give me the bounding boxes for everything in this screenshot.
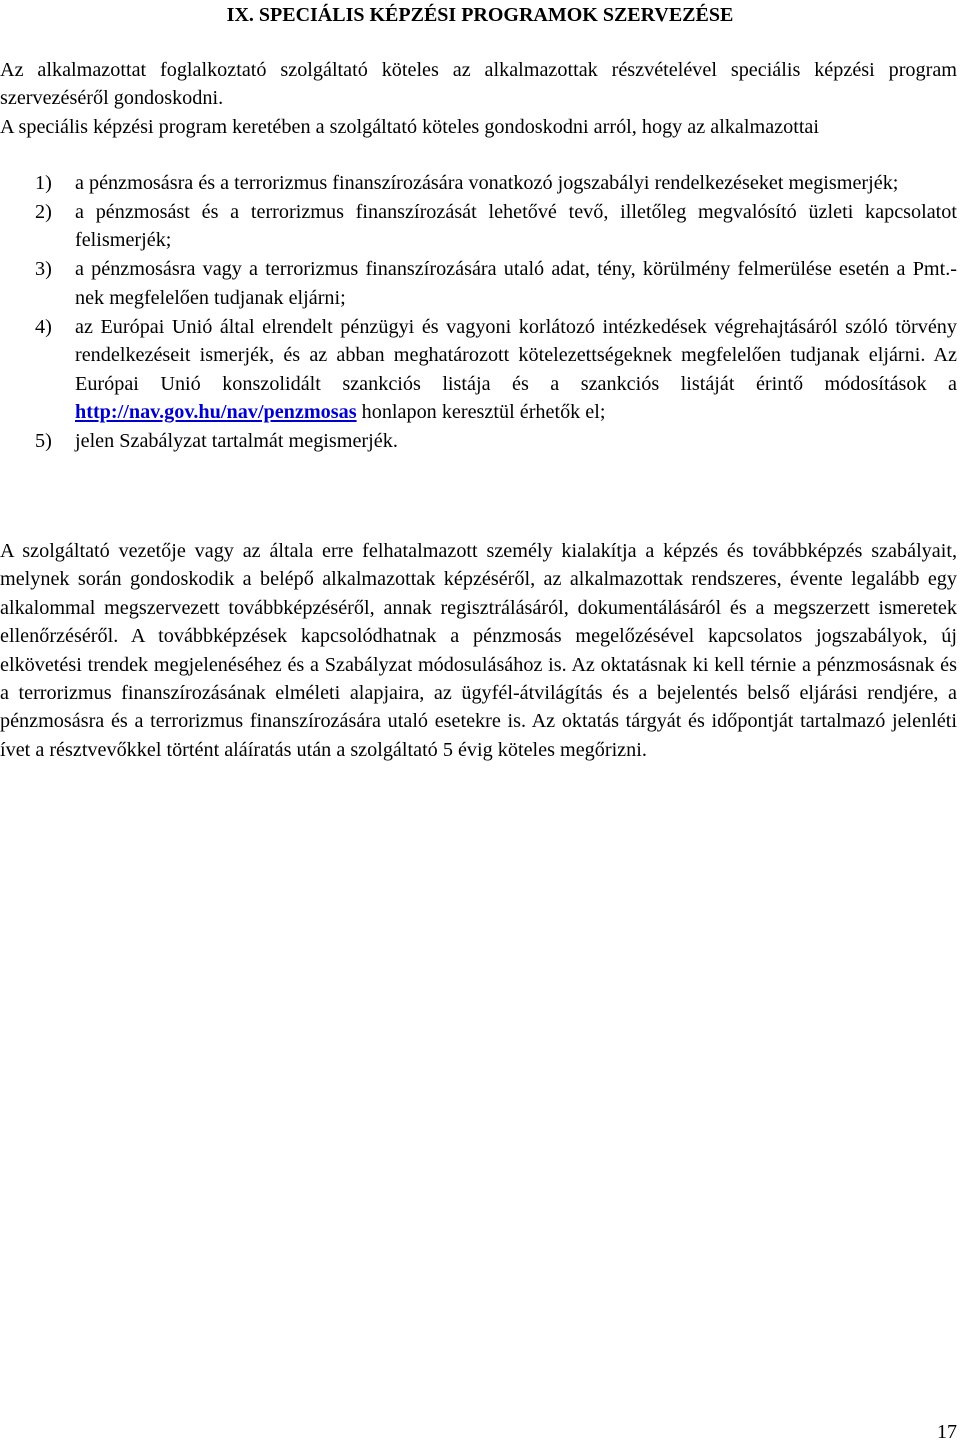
list-item xyxy=(0,169,957,197)
list-item-number: 4) xyxy=(35,315,52,338)
list-item-number: 1) xyxy=(35,172,52,194)
list-item xyxy=(0,198,957,255)
scope-paragraph: A speciális képzési program keretében a szolgáltató köteles gondoskodni arról, hogy az alkalmazottai xyxy=(0,116,820,138)
intro-paragraph: Az alkalmazottat foglalkoztató szolgáltató köteles az alkalmazottak részvételével speciális képzési program szervezéséről gondoskodni. xyxy=(0,59,957,110)
obligations-list xyxy=(0,169,957,456)
list-item xyxy=(0,255,957,312)
list-item xyxy=(0,313,957,427)
list-item-text: a pénzmosásra vagy a terrorizmus finanszírozására utaló adat, tény, körülmény felmerülése esetén a Pmt.-nek megfelelően tudjanak eljárni; xyxy=(75,258,957,309)
page-number: 17 xyxy=(937,1421,957,1443)
training-paragraph: A szolgáltató vezetője vagy az általa erre felhatalmazott személy kialakítja a képzés és továbbképzés szabályait, melynek során gondoskodik a belépő alkalmazottak képzéséről, az alkalmazottak rendszeres, évente legalább egy alkalommal megszervezett továbbképzéséről, annak regisztrálásáról, dokumentálásáról és a megszerzett ismeretek ellenőrzéséről. A továbbképzések kapcsolódhatnak a pénzmosás megelőzésével kapcsolatos jogszabályok, új elkövetési trendek megjelenéséhez és a Szabályzat módosulásához is. Az oktatásnak ki kell térnie a pénzmosásnak és a terrorizmus finanszírozásának elméleti alapjaira, az ügyfél-átvilágítás és a bejelentés belső eljárási rendjére, a pénzmosásra és a terrorizmus finanszírozására utaló esetekre is. Az oktatás tárgyát és időpontját tartalmazó jelenléti ívet a résztvevőkkel történt aláíratás után a szolgáltató 5 évig köteles megőrizni. xyxy=(0,540,957,761)
list-item-text-before-link: az Európai Unió által elrendelt pénzügyi és vagyoni korlátozó intézkedések végrehajtásáról szóló törvény rendelkezéseit ismerjék, és az abban meghatározott kötelezettségeknek megfelelően tudjanak eljárni. Az Európai Unió konszolidált szankciós listája és a szankciós listáját érintő módosítások a xyxy=(75,315,957,395)
list-item-text-after-link: honlapon keresztül érhetők el; xyxy=(356,401,606,424)
list-item-number: 3) xyxy=(35,258,52,281)
section-heading: IX. SPECIÁLIS KÉPZÉSI PROGRAMOK SZERVEZÉSE xyxy=(226,4,734,26)
list-item-text: jelen Szabályzat tartalmát megismerjék. xyxy=(75,430,398,453)
list-item-text: a pénzmosásra és a terrorizmus finanszírozására vonatkozó jogszabályi rendelkezéseket megismerjék; xyxy=(75,172,899,194)
list-item xyxy=(0,427,957,455)
list-item-number: 5) xyxy=(35,430,52,453)
list-item-text: a pénzmosást és a terrorizmus finanszírozását lehetővé tevő, illetőleg megvalósító üzleti kapcsolatot felismerjék; xyxy=(75,201,957,252)
nav-penzmosas-link[interactable]: http://nav.gov.hu/nav/penzmosas xyxy=(75,401,357,424)
list-item-number: 2) xyxy=(35,201,52,223)
